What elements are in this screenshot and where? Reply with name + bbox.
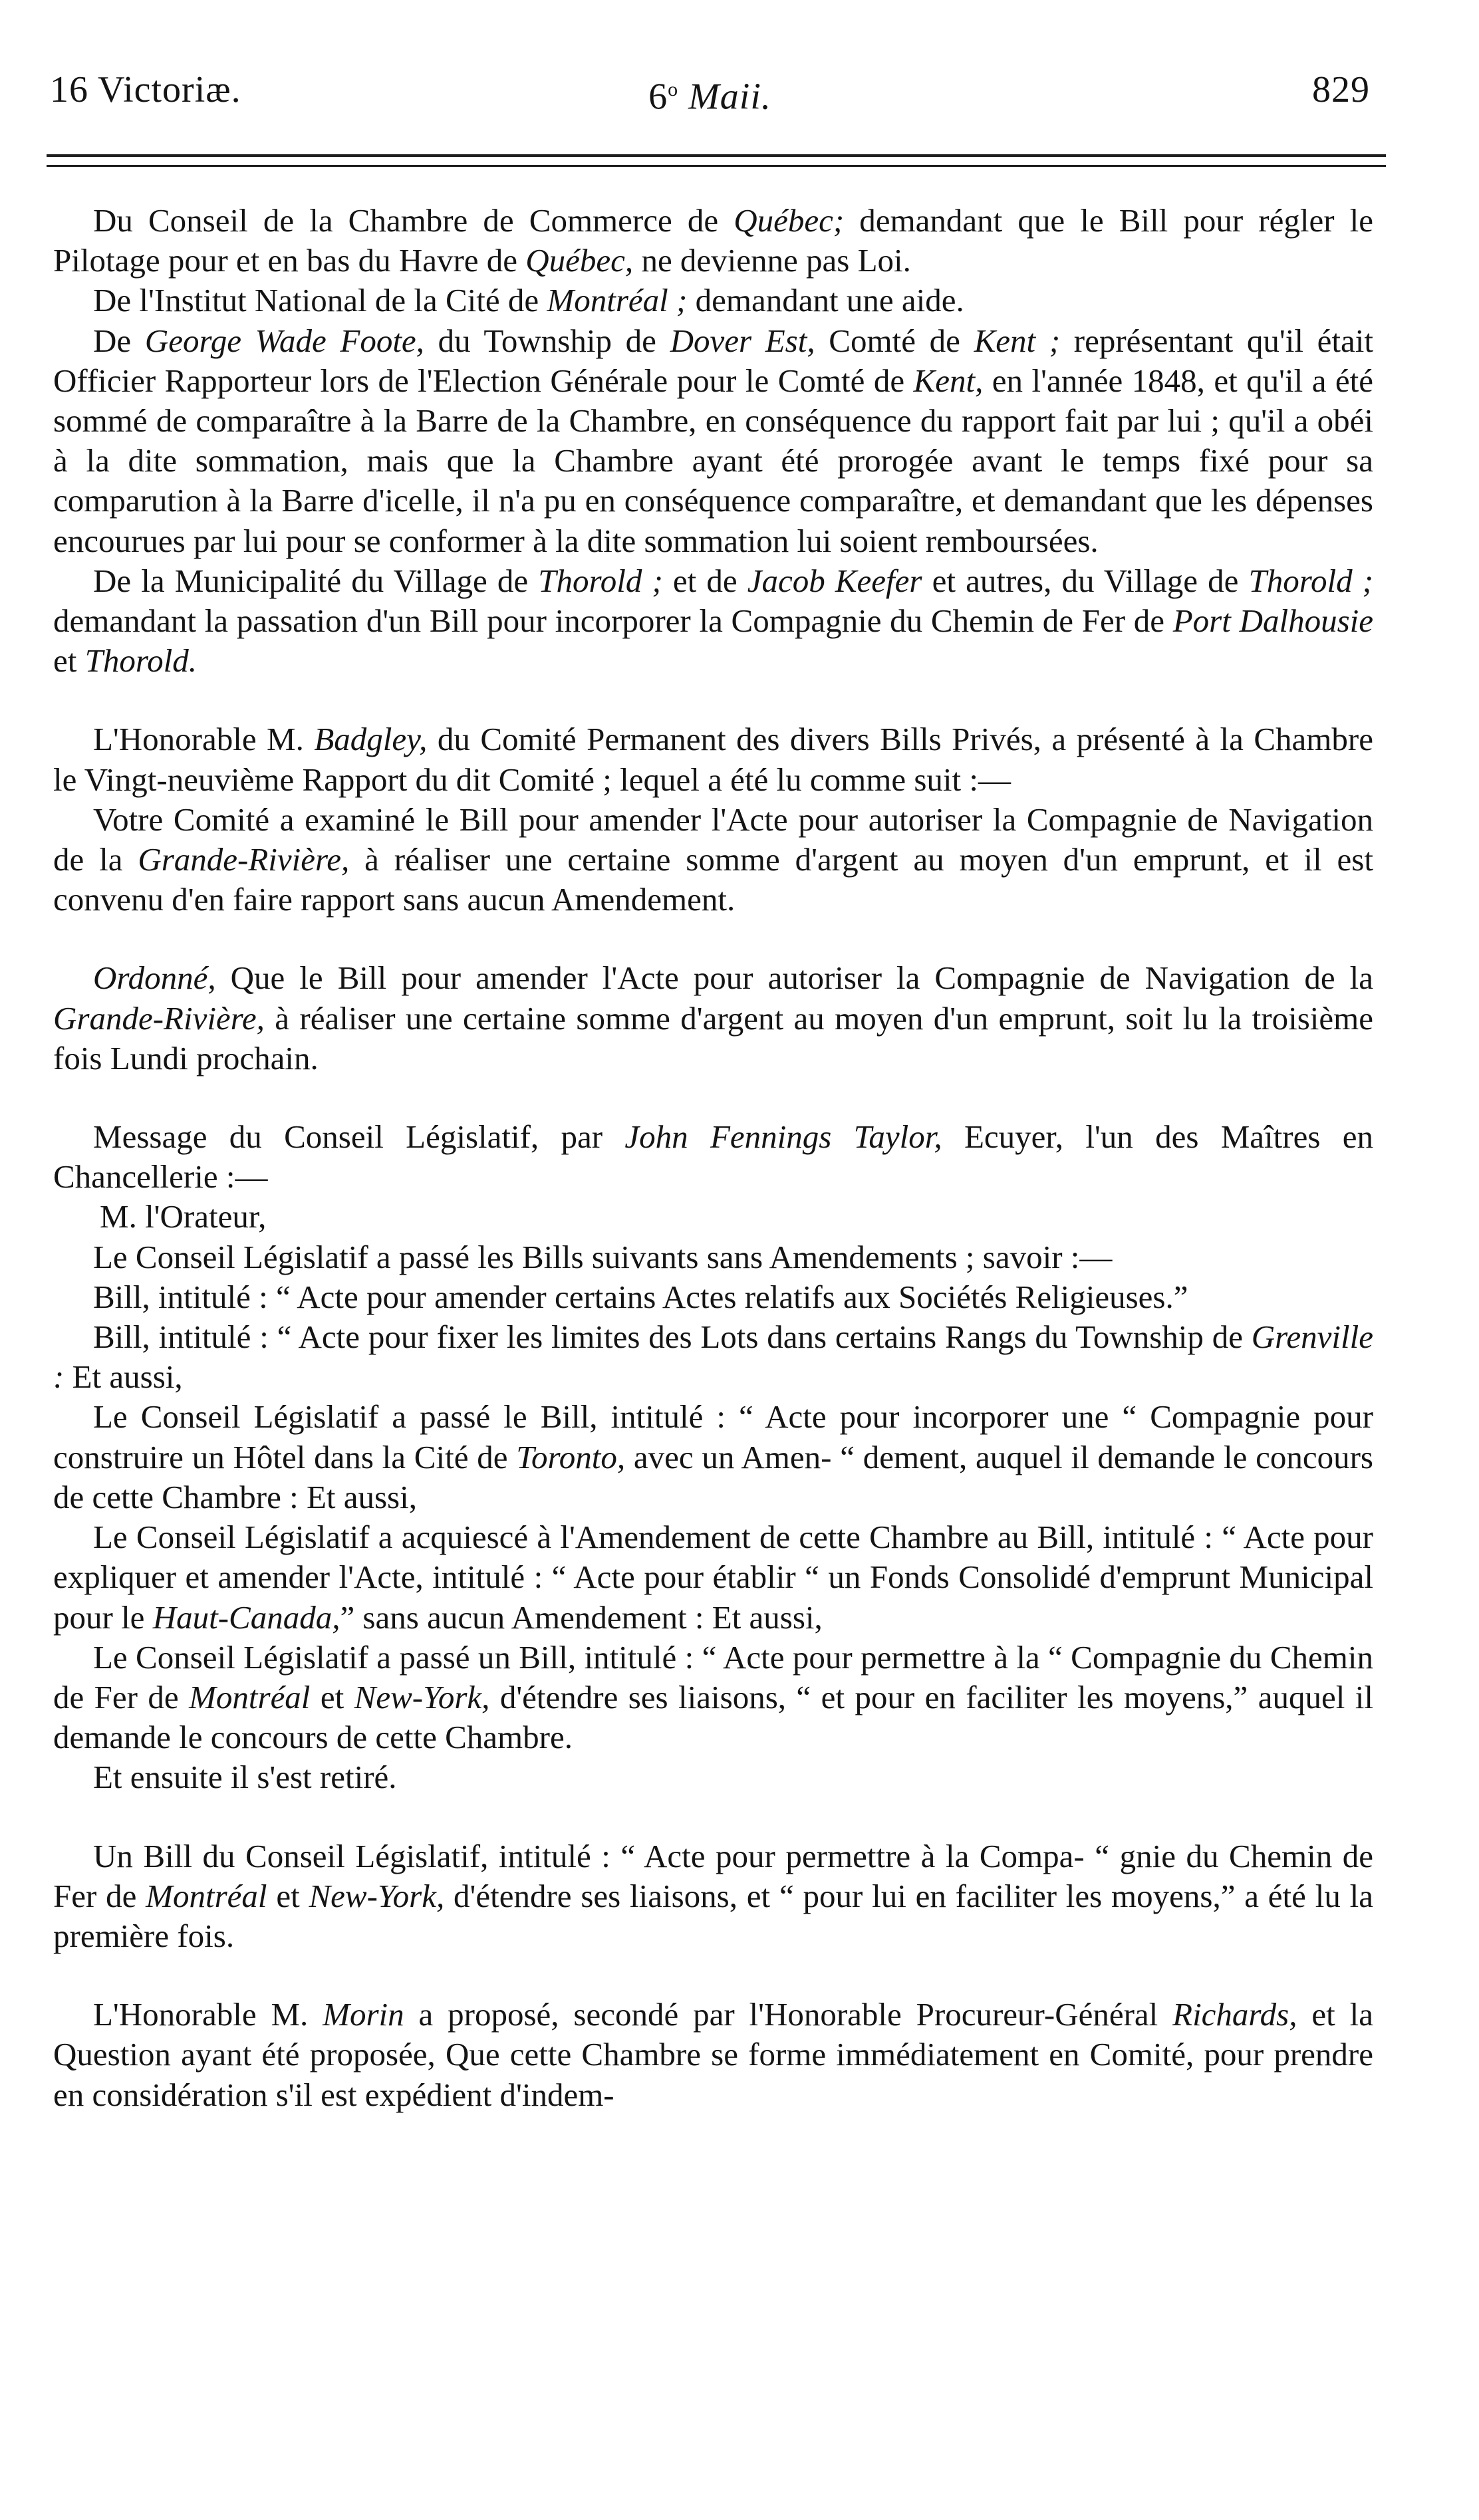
italic-text-run: Thorold ; bbox=[1248, 562, 1374, 599]
text-run: et bbox=[267, 1877, 309, 1914]
header-rule-top bbox=[47, 154, 1386, 157]
petition-quebec-chamber bbox=[53, 201, 1373, 281]
text-run: Le Conseil Législatif a passé les Bills suivants sans Amendements ; savoir :— bbox=[93, 1238, 1113, 1275]
text-run: Le Conseil Législatif a passé le Bill, intitulé : “ Acte pour incorporer une “ Compagnie pour construire un Hôtel dans la Cité de bbox=[53, 1398, 1373, 1475]
text-run: De l'Institut National de la Cité de bbox=[93, 282, 547, 319]
text-run: Le Conseil Législatif a acquiescé à l'Amendement de cette Chambre au Bill, intitulé : “ Acte pour expliquer et amender l'Acte, intitulé : “ Acte pour établir “ un Fonds Consolidé d'emprunt Municipal pour le bbox=[53, 1519, 1373, 1636]
report-badgley bbox=[53, 719, 1373, 799]
journal-text bbox=[53, 201, 1373, 2115]
italic-text-run: Ordonné, bbox=[93, 959, 216, 997]
italic-text-run: Port Dalhousie bbox=[1172, 602, 1373, 640]
text-run: L'Honorable M. bbox=[93, 1996, 323, 2033]
text-run: Le Conseil Législatif a passé un Bill, intitulé : “ Acte pour permettre à la “ Compagnie du Chemin de Fer de bbox=[53, 1638, 1373, 1715]
text-run: représentant qu'il était Officier Rapporteur lors de l'Election Générale pour le Comté de bbox=[53, 322, 1373, 399]
text-run: Et aussi, bbox=[64, 1358, 183, 1396]
italic-text-run: Grande-Rivière, bbox=[53, 999, 265, 1037]
header-date bbox=[50, 53, 1370, 134]
italic-text-run: Richards, bbox=[1172, 1996, 1297, 2033]
italic-text-run: John Fennings Taylor, bbox=[624, 1118, 942, 1156]
message-bills-passed bbox=[53, 1237, 1373, 1277]
petition-institut-national bbox=[53, 281, 1373, 320]
header-regnal-year: 16 Victoriæ. bbox=[50, 69, 241, 110]
text-run: M. l'Orateur, bbox=[100, 1198, 267, 1235]
text-run: et de bbox=[662, 562, 747, 599]
text-run: en l'année 1848, et qu'il a été sommé de comparaître à la Barre de la Chambre, en conséquence du rapport fait par lui ; qu'il a obéi à la dite sommation, mais que la Chambre ayant été prorogée avant le temps fixé pour sa comparution à la Barre d'icelle, il n'a pu en conséquence comparaître, et demandant que les dépenses encourues par lui pour se conformer à la dite sommation lui soient remboursées. bbox=[53, 362, 1374, 559]
text-run: demandant une aide. bbox=[687, 282, 964, 319]
italic-text-run: Toronto, bbox=[516, 1438, 626, 1475]
address-speaker bbox=[53, 1197, 1373, 1237]
italic-text-run: Grenville : bbox=[53, 1319, 1373, 1396]
petition-george-wade-foote bbox=[53, 321, 1373, 561]
text-run: et bbox=[310, 1678, 354, 1715]
order-third-reading bbox=[53, 958, 1373, 1078]
italic-text-run: Thorold ; bbox=[538, 562, 663, 599]
text-run: avec un Amen- “ dement, auquel il demande le concours de cette Chambre : Et aussi, bbox=[53, 1438, 1373, 1515]
text-run: De bbox=[93, 322, 145, 359]
header-day: 6 bbox=[648, 76, 668, 118]
text-run: ” sans aucun Amendement : Et aussi, bbox=[340, 1598, 823, 1636]
messenger-withdrew bbox=[53, 1757, 1373, 1797]
first-reading-railway-bill bbox=[53, 1836, 1373, 1957]
bill-religious-societies bbox=[53, 1277, 1373, 1317]
text-run: à réaliser une certaine somme d'argent au moyen d'un emprunt, et il est convenu d'en faire rapport sans aucun Amendement. bbox=[53, 841, 1373, 918]
text-run: Bill, intitulé : “ Acte pour amender certains Actes relatifs aux Sociétés Religieuses.” bbox=[93, 1278, 1188, 1315]
bill-montreal-new-york-railway bbox=[53, 1638, 1373, 1758]
amendment-municipal-fund bbox=[53, 1517, 1373, 1638]
running-header bbox=[50, 53, 1370, 126]
italic-text-run: Montréal ; bbox=[547, 282, 688, 319]
text-run: Comté de bbox=[815, 322, 974, 359]
text-run: à réaliser une certaine somme d'argent au moyen d'un emprunt, soit lu la troisième fois Lundi prochain. bbox=[53, 999, 1373, 1076]
italic-text-run: Morin bbox=[323, 1996, 404, 2033]
bill-toronto-hotel bbox=[53, 1397, 1373, 1517]
text-run: Du Conseil de la Chambre de Commerce de bbox=[93, 202, 734, 239]
text-run: L'Honorable M. bbox=[93, 721, 315, 758]
text-run: du Township de bbox=[424, 322, 670, 359]
italic-text-run: Québec, bbox=[525, 242, 634, 279]
text-run: Bill, intitulé : “ Acte pour fixer les limites des Lots dans certains Rangs du Township de bbox=[93, 1319, 1252, 1356]
text-run: demandant que le Bill pour régler le Pilotage pour et en bas du Havre de bbox=[53, 202, 1373, 279]
message-legislative-council bbox=[53, 1117, 1373, 1197]
text-run: Votre Comité a examiné le Bill pour amender l'Acte pour autoriser la Compagnie de Navigation de la bbox=[53, 801, 1373, 878]
text-run: Message du Conseil Législatif, par bbox=[93, 1118, 625, 1156]
italic-text-run: Kent ; bbox=[974, 322, 1061, 359]
text-run: et bbox=[53, 642, 85, 680]
italic-text-run: Thorold. bbox=[84, 642, 197, 680]
header-day-ordinal: o bbox=[668, 78, 679, 100]
text-run: a proposé, secondé par l'Honorable Procureur-Général bbox=[404, 1996, 1173, 2033]
text-run: d'étendre ses liaisons, et “ pour lui en faciliter les moyens,” a été lu la première fois. bbox=[53, 1877, 1373, 1954]
text-run: Ecuyer, l'un des Maîtres en Chancellerie :— bbox=[53, 1118, 1373, 1196]
text-run: Un Bill du Conseil Législatif, intitulé : “ Acte pour permettre à la Compa- “ gnie du Chemin de Fer de bbox=[53, 1837, 1373, 1914]
page-number: 829 bbox=[1312, 69, 1370, 110]
italic-text-run: Jacob Keefer bbox=[747, 562, 922, 599]
motion-morin bbox=[53, 1995, 1373, 2115]
text-run: demandant la passation d'un Bill pour incorporer la Compagnie du Chemin de Fer de bbox=[53, 602, 1173, 640]
text-run: d'étendre ses liaisons, “ et pour en faciliter les moyens,” auquel il demande le concours de cette Chambre. bbox=[53, 1678, 1373, 1756]
header-rule-bottom bbox=[47, 165, 1386, 167]
text-run: Et ensuite il s'est retiré. bbox=[93, 1759, 397, 1796]
text-run: et la Question ayant été proposée, Que cette Chambre se forme immédiatement en Comité, pour prendre en considération s'il est expédient d'indem- bbox=[53, 1996, 1373, 2113]
italic-text-run: Badgley, bbox=[314, 721, 428, 758]
text-run: du Comité Permanent des divers Bills Privés, a présenté à la Chambre le Vingt-neuvième Rapport du dit Comité ; lequel a été lu comme suit :— bbox=[53, 721, 1373, 798]
header-month: Maii. bbox=[688, 76, 771, 118]
text-run: ne devienne pas Loi. bbox=[633, 242, 911, 279]
italic-text-run: Haut-Canada, bbox=[152, 1598, 340, 1636]
text-run: De la Municipalité du Village de bbox=[93, 562, 539, 599]
italic-text-run: Montréal bbox=[189, 1678, 311, 1715]
italic-text-run: Dover Est, bbox=[670, 322, 815, 359]
petition-thorold bbox=[53, 561, 1373, 682]
italic-text-run: New-York, bbox=[354, 1678, 490, 1715]
text-run: et autres, du Village de bbox=[922, 562, 1249, 599]
text-run: Que le Bill pour amender l'Acte pour autoriser la Compagnie de Navigation de la bbox=[215, 959, 1373, 997]
italic-text-run: Montréal bbox=[146, 1877, 267, 1914]
italic-text-run: George Wade Foote, bbox=[144, 322, 424, 359]
bill-grenville-lots bbox=[53, 1317, 1373, 1397]
italic-text-run: Grande-Rivière, bbox=[138, 841, 350, 878]
italic-text-run: New-York, bbox=[309, 1877, 445, 1914]
italic-text-run: Québec; bbox=[734, 202, 845, 239]
italic-text-run: Kent, bbox=[913, 362, 984, 399]
committee-report-text bbox=[53, 800, 1373, 920]
